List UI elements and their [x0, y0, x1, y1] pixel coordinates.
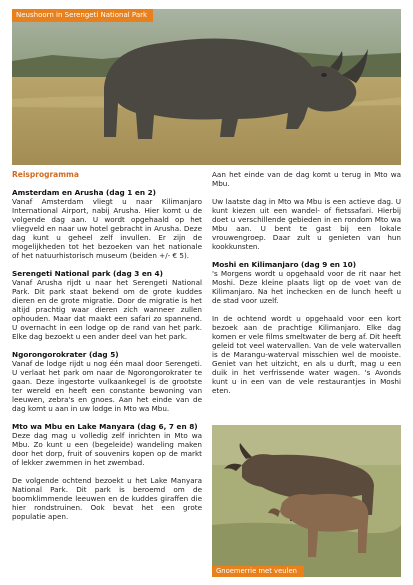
wildebeest-image: [212, 425, 401, 577]
photo-caption: Gnoemerrie met veulen: [212, 566, 304, 577]
continued-paragraph: Aan het einde van de dag komt u terug in Mto wa Mbu.: [212, 170, 401, 188]
section-title: Serengeti National park (dag 3 en 4): [12, 269, 163, 278]
left-column: [12, 170, 202, 521]
section-paragraph: Vanaf de lodge rijdt u nog één maal door Serengeti. U verlaat het park om naar de Ngorongorokrater te gaan. Deze ingestorte vulkaankegel is de grootste ter wereld en heeft een constante bewoning van leeuwen, zebra's en gnoes. Aan het einde van de dag komt u aan in uw lodge in Mto wa Mbu.: [12, 359, 202, 413]
rhino-image: [12, 9, 401, 165]
right-column: [212, 170, 401, 395]
section-paragraph: Deze dag mag u volledig zelf inrichten in Mto wa Mbu. Zo kunt u een (begeleide) wandeling maken door het dorp, fruit of souvenirs kopen op de markt of lekker zwemmen in het zwembad.: [12, 431, 202, 467]
section-paragraph: In de ochtend wordt u opgehaald voor een kort bezoek aan de prachtige Kilimanjaro. Elke dag komen er vele films smeltwater de berg af. Dit heeft geleid tot veel watervallen. Van de vele watervallen is de Marangu-waterval misschien wel de mooiste. Geniet van het uitzicht, en als u durft, mag u een duik in het verfrissende water wagen. 's Avonds kunt u in een van de vele restaurantjes in Moshi eten.: [212, 314, 401, 395]
section-paragraph: Vanaf Amsterdam vliegt u naar Kilimanjaro International Airport, nabij Arusha. Hier komt u de volgende dag aan. U wordt opgehaald op het vliegveld en naar uw hotel gebracht in Arusha. Deze dag kunt u geheel zelf invullen. Er zijn de mogelijkheden tot het bezoeken van het nationale of het natuurhistorisch museum (beiden +/- € 5).: [12, 197, 202, 260]
hero-caption: Neushoorn in Serengeti National Park: [12, 9, 153, 22]
section-title: Mto wa Mbu en Lake Manyara (dag 6, 7 en 8): [12, 422, 198, 431]
section-paragraph: Vanaf Arusha rijdt u naar het Serengeti National Park. Dit park staat bekend om de grote kuddes dieren en de grote migratie. Door de migratie is het altijd prachtig waar dieren zich wanneer zullen ophouden. Maar dat maakt een safari zo spannend. U overnacht in een lodge op de rand van het park. Elke dag bezoekt u een ander deel van het park.: [12, 278, 202, 341]
wildebeest-photo: [212, 425, 401, 577]
continued-paragraph: Uw laatste dag in Mto wa Mbu is een actieve dag. U kunt kiezen uit een wandel- of fietssafari. Hierbij doet u verschillende gebieden in en rondom Mto wa Mbu aan. U bent te gast bij een lokale vrouwengroep. Daar zult u genieten van hun kookkunsten.: [212, 197, 401, 251]
section-title: Amsterdam en Arusha (dag 1 en 2): [12, 188, 157, 197]
section-paragraph: De volgende ochtend bezoekt u het Lake Manyara National Park. Dit park is beroemd om de boomklimmende leeuwen en de kuddes giraffen die hier rondstruinen. Ook bevat het een grote populatie apen.: [12, 476, 202, 521]
section-title: Ngorongorokrater (dag 5): [12, 350, 119, 359]
program-title: Reisprogramma: [12, 170, 79, 179]
hero-photo: [12, 9, 401, 165]
section-title: Moshi en Kilimanjaro (dag 9 en 10): [212, 260, 357, 269]
section-paragraph: 's Morgens wordt u opgehaald voor de rit naar het Moshi. Deze kleine plaats ligt op de voet van de Kilimanjaro. Na het inchecken en de lunch heeft u de stad voor uzelf.: [212, 269, 401, 305]
